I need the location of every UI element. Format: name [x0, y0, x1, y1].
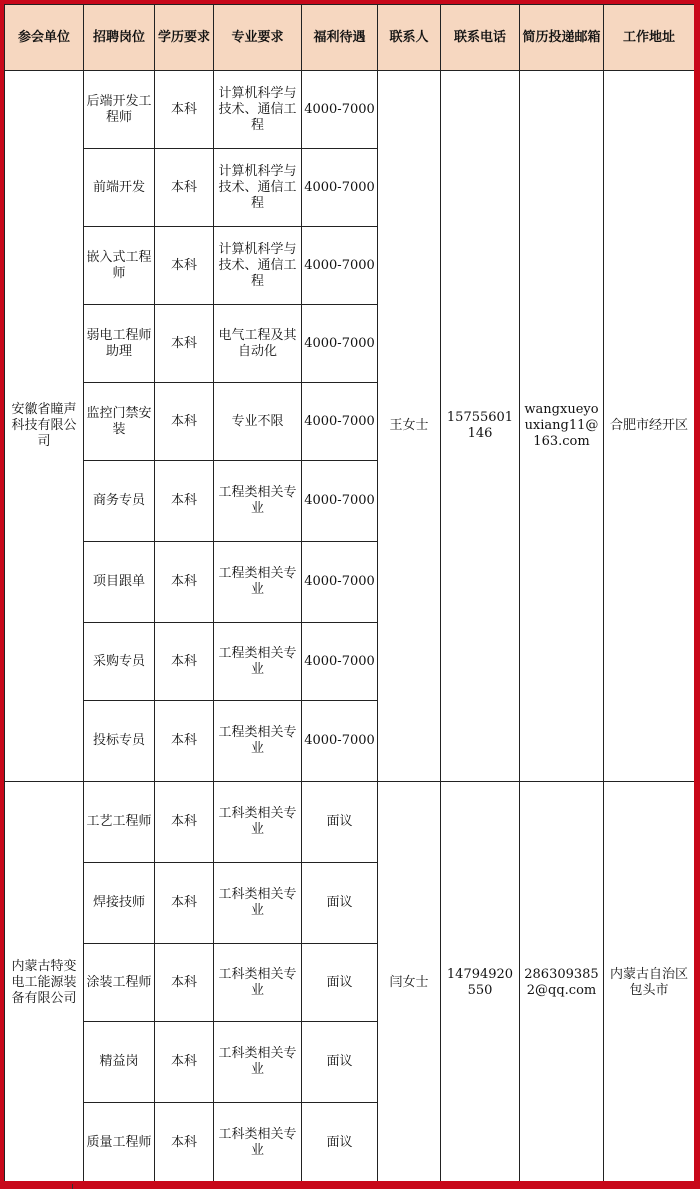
position-major: 工科类相关专业 [214, 1103, 302, 1182]
resume-email[interactable]: wangxueyouxiang11@163.com [520, 71, 604, 782]
position-major: 专业不限 [214, 383, 302, 461]
header-education: 学历要求 [155, 5, 214, 71]
position-salary: 4000-7000 [302, 383, 378, 461]
position-education: 本科 [155, 944, 214, 1022]
position-salary: 面议 [302, 1103, 378, 1182]
position-education: 本科 [155, 863, 214, 944]
contact-phone: 14794920550 [441, 782, 520, 1182]
position-title: 前端开发 [84, 149, 155, 227]
recruitment-table [4, 4, 694, 1181]
position-salary: 面议 [302, 782, 378, 863]
position-major: 工程类相关专业 [214, 623, 302, 701]
position-salary: 面议 [302, 863, 378, 944]
position-education: 本科 [155, 71, 214, 149]
position-salary: 4000-7000 [302, 305, 378, 383]
header-major: 专业要求 [214, 5, 302, 71]
position-title: 弱电工程师助理 [84, 305, 155, 383]
header-salary: 福利待遇 [302, 5, 378, 71]
table-row [5, 71, 695, 149]
header-phone: 联系电话 [441, 5, 520, 71]
position-title: 焊接技师 [84, 863, 155, 944]
position-education: 本科 [155, 305, 214, 383]
company-name: 安徽省瞳声科技有限公司 [5, 71, 84, 782]
position-major: 工程类相关专业 [214, 542, 302, 623]
position-salary: 4000-7000 [302, 461, 378, 542]
work-address: 内蒙古自治区包头市 [604, 782, 695, 1182]
position-salary: 4000-7000 [302, 71, 378, 149]
recruitment-table-frame [4, 4, 694, 1181]
position-title: 涂装工程师 [84, 944, 155, 1022]
header-contact: 联系人 [378, 5, 441, 71]
position-major: 计算机科学与技术、通信工程 [214, 149, 302, 227]
position-education: 本科 [155, 542, 214, 623]
contact-person: 王女士 [378, 71, 441, 782]
contact-person: 闫女士 [378, 782, 441, 1182]
position-salary: 4000-7000 [302, 542, 378, 623]
position-major: 计算机科学与技术、通信工程 [214, 71, 302, 149]
position-education: 本科 [155, 461, 214, 542]
position-title: 质量工程师 [84, 1103, 155, 1182]
position-salary: 4000-7000 [302, 149, 378, 227]
position-salary: 4000-7000 [302, 623, 378, 701]
header-email: 简历投递邮箱 [520, 5, 604, 71]
position-major: 工程类相关专业 [214, 461, 302, 542]
position-title: 商务专员 [84, 461, 155, 542]
header-address: 工作地址 [604, 5, 695, 71]
header-row [5, 5, 695, 71]
position-major: 工科类相关专业 [214, 782, 302, 863]
position-major: 电气工程及其自动化 [214, 305, 302, 383]
position-salary: 面议 [302, 944, 378, 1022]
position-title: 嵌入式工程师 [84, 227, 155, 305]
position-education: 本科 [155, 701, 214, 782]
position-education: 本科 [155, 623, 214, 701]
position-salary: 面议 [302, 1022, 378, 1103]
work-address: 合肥市经开区 [604, 71, 695, 782]
position-education: 本科 [155, 1022, 214, 1103]
position-title: 监控门禁安装 [84, 383, 155, 461]
position-major: 工科类相关专业 [214, 944, 302, 1022]
position-education: 本科 [155, 782, 214, 863]
table-row [5, 782, 695, 863]
position-education: 本科 [155, 149, 214, 227]
position-education: 本科 [155, 383, 214, 461]
position-title: 投标专员 [84, 701, 155, 782]
position-title: 项目跟单 [84, 542, 155, 623]
position-title: 后端开发工程师 [84, 71, 155, 149]
position-education: 本科 [155, 1103, 214, 1182]
company-name: 内蒙古特变电工能源装备有限公司 [5, 782, 84, 1182]
position-major: 工程类相关专业 [214, 701, 302, 782]
position-major: 工科类相关专业 [214, 863, 302, 944]
position-education: 本科 [155, 227, 214, 305]
header-company: 参会单位 [5, 5, 84, 71]
resume-email[interactable]: 2863093852@qq.com [520, 782, 604, 1182]
position-major: 工科类相关专业 [214, 1022, 302, 1103]
position-salary: 4000-7000 [302, 227, 378, 305]
footer-divider [72, 1184, 73, 1189]
position-title: 采购专员 [84, 623, 155, 701]
position-salary: 4000-7000 [302, 701, 378, 782]
position-title: 精益岗 [84, 1022, 155, 1103]
contact-phone: 15755601146 [441, 71, 520, 782]
position-major: 计算机科学与技术、通信工程 [214, 227, 302, 305]
position-title: 工艺工程师 [84, 782, 155, 863]
header-position: 招聘岗位 [84, 5, 155, 71]
